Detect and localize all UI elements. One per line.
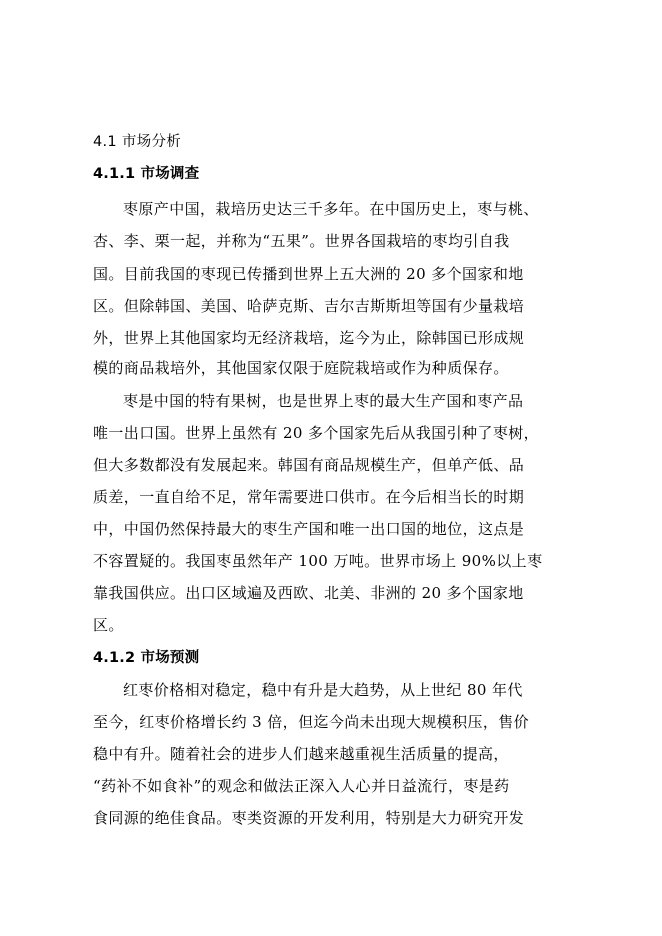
text-line: 模的商品栽培外，其他国家仅限于庭院栽培或作为种质保存。 — [93, 359, 509, 377]
text-line: 红枣价格相对稳定，稳中有升是大趋势，从上世纪 80 年代 — [123, 681, 523, 699]
text-line: 区。 — [93, 616, 124, 634]
text-line: 枣是中国的特有果树，也是世界上枣的最大生产国和枣产品 — [123, 392, 524, 410]
text-line: 中，中国仍然保持最大的枣生产国和唯一出口国的地位，这点是 — [93, 520, 525, 538]
section-title: 4.1 市场分析 — [93, 134, 182, 150]
text-line: 不容置疑的。我国枣虽然年产 100 万吨。世界市场上 90%以上枣 — [93, 552, 543, 570]
text-line: 区。但除韩国、美国、哈萨克斯、吉尔吉斯斯坦等国有少量栽培 — [93, 297, 525, 315]
text-line: 但大多数都没有发展起来。韩国有商品规模生产，但单产低、品 — [93, 456, 525, 474]
subsection-heading-market-survey: 4.1.1 市场调查 — [93, 166, 200, 182]
text-line: 杏、李、栗一起，并称为“五果”。世界各国栽培的枣均引自我 — [93, 232, 510, 250]
text-line: 稳中有升。随着社会的进步人们越来越重视生活质量的提高， — [93, 745, 509, 763]
text-line: 唯一出口国。世界上虽然有 20 多个国家先后从我国引种了枣树， — [93, 424, 540, 442]
subsection-heading-market-forecast: 4.1.2 市场预测 — [93, 650, 200, 666]
text-line: 靠我国供应。出口区域遍及西欧、北美、非洲的 20 多个国家地 — [93, 584, 524, 602]
text-line: 国。目前我国的枣现已传播到世界上五大洲的 20 多个国家和地 — [93, 265, 524, 283]
text-line: 枣原产中国，栽培历史达三千多年。在中国历史上，枣与桃、 — [123, 200, 539, 218]
text-line: 外，世界上其他国家均无经济栽培，迄今为止，除韩国已形成规 — [93, 329, 525, 347]
text-line: “药补不如食补”的观念和做法正深入人心并日益流行，枣是药 — [93, 777, 510, 795]
text-line: 食同源的绝佳食品。枣类资源的开发利用，特别是大力研究开发 — [93, 809, 525, 827]
text-line: 至今，红枣价格增长约 3 倍，但迄今尚未出现大规模积压，售价 — [93, 713, 530, 731]
text-line: 质差，一直自给不足，常年需要进口供市。在今后相当长的时期 — [93, 488, 525, 506]
